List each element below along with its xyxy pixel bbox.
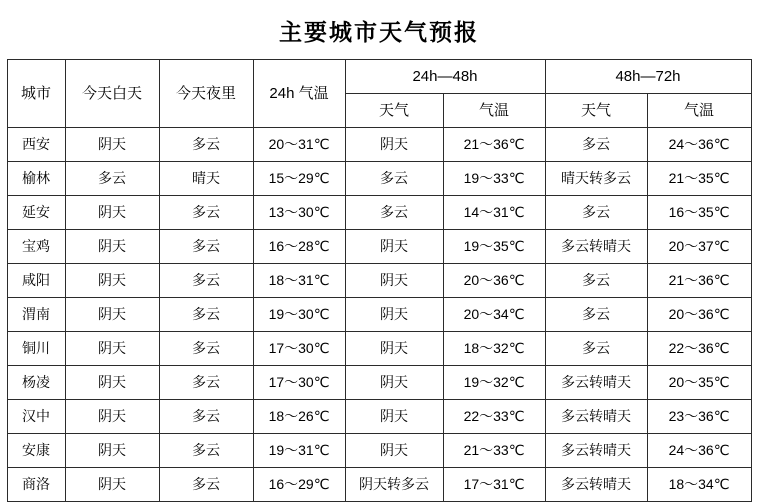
table-row: [7, 468, 751, 502]
cell-temp-24-48: 14～31℃: [443, 196, 545, 230]
cell-today-day: 阴天: [65, 196, 159, 230]
table-row: [7, 230, 751, 264]
cell-today-day: 阴天: [65, 468, 159, 502]
cell-weather-48-72: 多云转晴天: [545, 434, 647, 468]
cell-temp-48-72: 18～34℃: [647, 468, 751, 502]
cell-weather-48-72: 多云转晴天: [545, 366, 647, 400]
cell-today-day: 阴天: [65, 400, 159, 434]
cell-temp-48-72: 22～36℃: [647, 332, 751, 366]
cell-temp-48-72: 20～35℃: [647, 366, 751, 400]
cell-weather-24-48: 阴天: [345, 230, 443, 264]
cell-weather-24-48: 阴天: [345, 434, 443, 468]
cell-temp-48-72: 24～36℃: [647, 128, 751, 162]
cell-today-day: 阴天: [65, 230, 159, 264]
cell-temp-24h: 16～29℃: [253, 468, 345, 502]
cell-city: 宝鸡: [7, 230, 65, 264]
cell-today-night: 多云: [159, 366, 253, 400]
cell-today-night: 多云: [159, 434, 253, 468]
cell-temp-48-72: 23～36℃: [647, 400, 751, 434]
cell-weather-24-48: 阴天: [345, 298, 443, 332]
column-header-city: 城市: [7, 60, 65, 128]
cell-today-night: 多云: [159, 196, 253, 230]
cell-city: 西安: [7, 128, 65, 162]
cell-weather-24-48: 阴天: [345, 332, 443, 366]
cell-weather-24-48: 阴天: [345, 400, 443, 434]
cell-temp-24-48: 21～36℃: [443, 128, 545, 162]
column-header-today-night: 今天夜里: [159, 60, 253, 128]
cell-temp-24-48: 18～32℃: [443, 332, 545, 366]
table-row: [7, 434, 751, 468]
cell-weather-24-48: 阴天: [345, 366, 443, 400]
cell-temp-24-48: 19～32℃: [443, 366, 545, 400]
cell-temp-24h: 19～31℃: [253, 434, 345, 468]
cell-temp-24h: 13～30℃: [253, 196, 345, 230]
cell-temp-24h: 17～30℃: [253, 366, 345, 400]
cell-city: 杨凌: [7, 366, 65, 400]
cell-city: 咸阳: [7, 264, 65, 298]
cell-today-day: 阴天: [65, 264, 159, 298]
column-header-temp-48-72: 气温: [647, 94, 751, 128]
cell-city: 榆林: [7, 162, 65, 196]
cell-city: 安康: [7, 434, 65, 468]
cell-temp-24h: 19～30℃: [253, 298, 345, 332]
cell-weather-48-72: 多云转晴天: [545, 468, 647, 502]
table-row: [7, 162, 751, 196]
cell-temp-24-48: 19～35℃: [443, 230, 545, 264]
cell-temp-48-72: 16～35℃: [647, 196, 751, 230]
cell-today-day: 阴天: [65, 366, 159, 400]
cell-temp-24h: 18～31℃: [253, 264, 345, 298]
cell-weather-24-48: 阴天: [345, 264, 443, 298]
cell-temp-24-48: 20～34℃: [443, 298, 545, 332]
cell-today-day: 多云: [65, 162, 159, 196]
cell-today-night: 多云: [159, 332, 253, 366]
table-row: [7, 332, 751, 366]
table-row: [7, 298, 751, 332]
cell-temp-24-48: 19～33℃: [443, 162, 545, 196]
cell-today-day: 阴天: [65, 298, 159, 332]
cell-city: 汉中: [7, 400, 65, 434]
column-header-group-24-48: 24h—48h: [345, 60, 545, 94]
cell-temp-24-48: 17～31℃: [443, 468, 545, 502]
cell-temp-24h: 17～30℃: [253, 332, 345, 366]
column-header-weather-48-72: 天气: [545, 94, 647, 128]
column-header-temp-24-48: 气温: [443, 94, 545, 128]
table-row: [7, 264, 751, 298]
cell-today-night: 晴天: [159, 162, 253, 196]
table-header-row-group: [7, 60, 751, 94]
cell-weather-48-72: 多云转晴天: [545, 400, 647, 434]
table-row: [7, 196, 751, 230]
table-row: [7, 366, 751, 400]
table-row: [7, 400, 751, 434]
cell-temp-48-72: 21～35℃: [647, 162, 751, 196]
cell-weather-48-72: 多云: [545, 128, 647, 162]
cell-temp-24h: 16～28℃: [253, 230, 345, 264]
cell-today-night: 多云: [159, 468, 253, 502]
table-header: [7, 60, 751, 128]
cell-temp-24-48: 21～33℃: [443, 434, 545, 468]
forecast-table: [7, 59, 752, 502]
cell-weather-48-72: 多云: [545, 264, 647, 298]
cell-today-night: 多云: [159, 400, 253, 434]
cell-weather-48-72: 多云转晴天: [545, 230, 647, 264]
cell-weather-24-48: 阴天: [345, 128, 443, 162]
cell-city: 商洛: [7, 468, 65, 502]
cell-temp-48-72: 24～36℃: [647, 434, 751, 468]
cell-city: 渭南: [7, 298, 65, 332]
cell-today-day: 阴天: [65, 434, 159, 468]
cell-temp-24h: 18～26℃: [253, 400, 345, 434]
cell-today-night: 多云: [159, 230, 253, 264]
cell-weather-24-48: 多云: [345, 196, 443, 230]
cell-weather-24-48: 多云: [345, 162, 443, 196]
table-body: [7, 128, 751, 502]
cell-temp-48-72: 20～37℃: [647, 230, 751, 264]
cell-today-day: 阴天: [65, 332, 159, 366]
column-header-temp-24h: 24h 气温: [253, 60, 345, 128]
page-title: 主要城市天气预报: [279, 19, 479, 45]
cell-today-night: 多云: [159, 264, 253, 298]
cell-weather-24-48: 阴天转多云: [345, 468, 443, 502]
cell-today-day: 阴天: [65, 128, 159, 162]
cell-weather-48-72: 多云: [545, 332, 647, 366]
cell-today-night: 多云: [159, 298, 253, 332]
cell-temp-48-72: 20～36℃: [647, 298, 751, 332]
cell-temp-24-48: 22～33℃: [443, 400, 545, 434]
cell-weather-48-72: 多云: [545, 196, 647, 230]
cell-temp-24h: 15～29℃: [253, 162, 345, 196]
cell-city: 延安: [7, 196, 65, 230]
table-row: [7, 128, 751, 162]
cell-city: 铜川: [7, 332, 65, 366]
cell-weather-48-72: 多云: [545, 298, 647, 332]
column-header-today-day: 今天白天: [65, 60, 159, 128]
column-header-weather-24-48: 天气: [345, 94, 443, 128]
cell-temp-24h: 20～31℃: [253, 128, 345, 162]
cell-today-night: 多云: [159, 128, 253, 162]
cell-weather-48-72: 晴天转多云: [545, 162, 647, 196]
column-header-group-48-72: 48h—72h: [545, 60, 751, 94]
cell-temp-48-72: 21～36℃: [647, 264, 751, 298]
cell-temp-24-48: 20～36℃: [443, 264, 545, 298]
